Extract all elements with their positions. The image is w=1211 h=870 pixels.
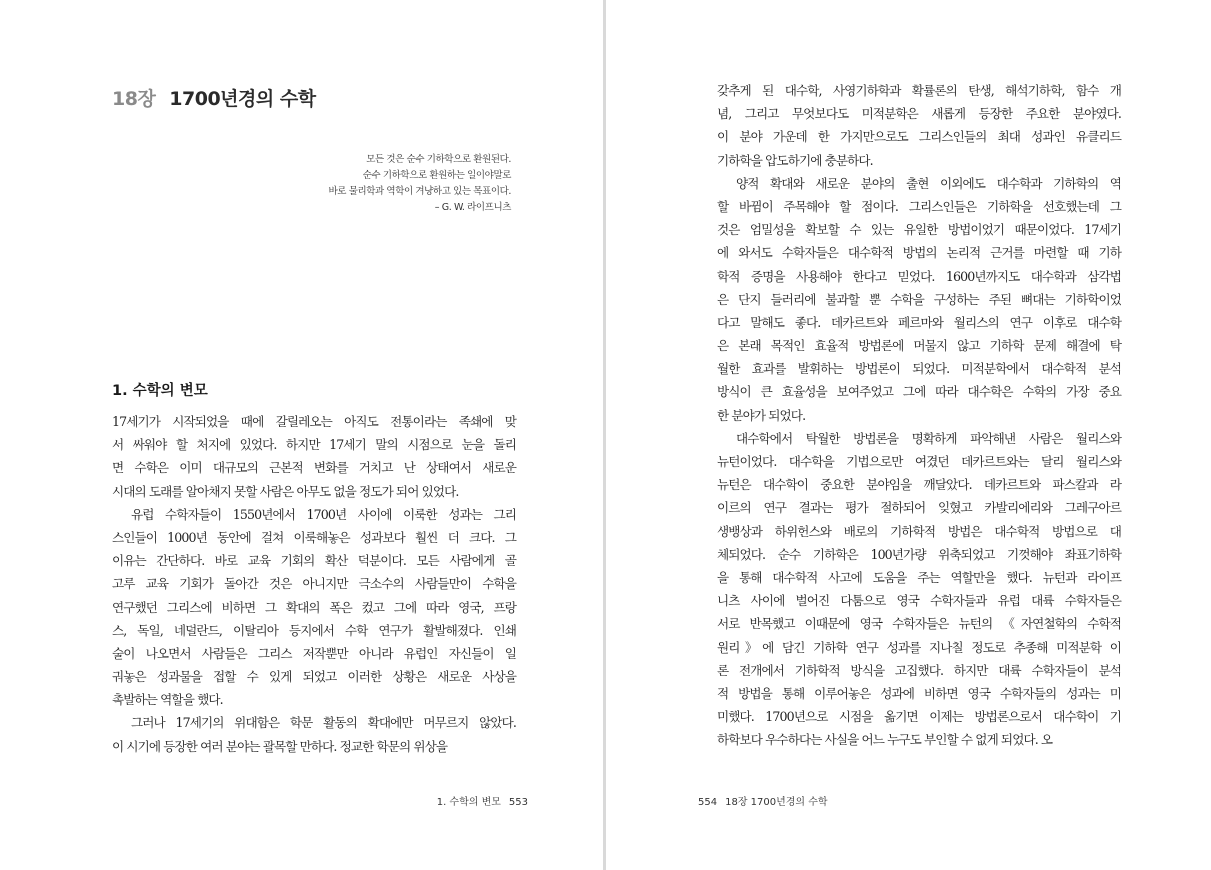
running-footer — [698, 793, 828, 808]
text-line: 이 시기에 등장한 여러 분야는 괄목할 만하다. 정교한 학문의 위상을 — [112, 738, 448, 754]
epigraph-line: 바로 물리학과 역학이 겨냥하고 있는 목표이다. — [328, 186, 511, 197]
text-line: 뉴턴은 대수학이 중요한 분야임을 깨달았다. 데카르트와 파스칼과 라 — [717, 477, 1121, 493]
text-line: 뉴턴이었다. 대수학을 기법으로만 여겼던 데카르트와는 달리 월리스와 — [717, 454, 1121, 469]
text-line: 양적 확대와 새로운 분야의 출현 이외에도 대수학과 기하학의 역 — [736, 175, 1121, 191]
text-line: 은 본래 목적인 효율적 방법론에 머물지 않고 기하학 문제 해결에 탁 — [717, 338, 1121, 354]
left-page — [0, 0, 603, 870]
text-line: 은 단지 들러리에 불과할 뿐 수학을 구성하는 주된 뼈대는 기하학이었 — [717, 291, 1121, 307]
epigraph — [329, 152, 511, 216]
text-line: 서로 반목했고 이때문에 영국 수학자들은 뉴턴의 《자연철학의 수학적 — [717, 616, 1121, 632]
footer-section: 1. 수학의 변모 — [436, 797, 501, 808]
text-line: 그러나 17세기의 위대함은 학문 활동의 확대에만 머무르지 않았다. — [131, 715, 516, 731]
text-line: 기하학을 압도하기에 충분하다. — [717, 152, 873, 168]
section-heading: 1. 수학의 변모 — [112, 383, 208, 399]
page-number: 553 — [508, 797, 528, 808]
page-number: 554 — [698, 797, 718, 808]
text-line: 대수학에서 탁월한 방법론을 명확하게 파악해낸 사람은 월리스와 — [736, 430, 1121, 446]
text-line: 이르의 연구 결과는 평가 절하되어 잊혔고 카발리에리와 그레구아르 — [717, 500, 1121, 516]
text-line: 하학보다 우수하다는 사실을 어느 누구도 부인할 수 없게 되었다. 오 — [717, 732, 1053, 748]
text-line: 에 와서도 수학자들은 대수학적 방법의 논리적 근거를 마련할 때 기하 — [717, 245, 1121, 261]
text-line: 촉발하는 역할을 했다. — [112, 692, 223, 708]
text-line: 서 싸워야 할 처지에 있었다. 하지만 17세기 말의 시점으로 눈을 돌리 — [112, 437, 516, 453]
body-text — [112, 410, 516, 758]
text-line: 연구했던 그리스에 비하면 그 확대의 폭은 컸고 그에 따라 영국, 프랑 — [112, 599, 516, 615]
text-line: 론 전개에서 기하학적 방식을 고집했다. 하지만 대륙 수학자들이 분석 — [717, 662, 1121, 678]
text-line: 방식이 큰 효율성을 보여주었고 그에 따라 대수학은 수학의 가장 중요 — [717, 384, 1121, 400]
text-line: 술이 나오면서 사람들은 그리스 저작뿐만 아니라 유럽인 자신들이 일 — [112, 645, 516, 661]
text-line: 고루 교육 기회가 돌아간 것은 아니지만 극소수의 사람들만이 수학을 — [112, 576, 516, 592]
text-line: 미했다. 1700년으로 시점을 옮기면 이제는 방법론으로서 대수학이 기 — [717, 709, 1121, 725]
text-line: 17세기가 시작되었을 때에 갈릴레오는 아직도 전통이라는 족쇄에 맞 — [112, 414, 516, 429]
chapter-title-text: 1700년경의 수학 — [169, 88, 316, 110]
right-page — [606, 0, 1211, 870]
text-line: 궈놓은 성과물을 접할 수 있게 되었고 이러한 상황은 새로운 사상을 — [112, 669, 516, 685]
text-line: 다고 말해도 좋다. 데카르트와 페르마와 월리스의 연구 이후로 대수학 — [717, 314, 1121, 330]
chapter-number: 18장 — [112, 88, 156, 110]
text-line: 스인들이 1000년 동안에 걸쳐 이룩해놓은 성과보다 훨씬 더 크다. 그 — [112, 529, 516, 545]
text-line: 체되었다. 순수 기하학은 100년가량 위축되었고 기껏해야 좌표기하학 — [717, 546, 1121, 562]
text-line: 학적 증명을 사용해야 한다고 믿었다. 1600년까지도 대수학과 삼각법 — [717, 268, 1121, 284]
text-line: 갖추게 된 대수학, 사영기하학과 확률론의 탄생, 해석기하학, 함수 개 — [717, 83, 1121, 98]
text-line: 할 바뀜이 주목해야 할 점이다. 그리스인들은 기하학을 선호했는데 그 — [717, 198, 1121, 214]
text-line: 유럽 수학자들이 1550년에서 1700년 사이에 이룩한 성과는 그리 — [131, 506, 516, 522]
text-line: 생뱅상과 하위헌스와 배로의 기하학적 방법은 대수학적 방법으로 대 — [717, 523, 1121, 539]
text-line: 월한 효과를 발휘하는 방법론이 되었다. 미적분학에서 대수학적 분석 — [717, 361, 1121, 377]
text-line: 니츠 사이에 벌어진 다툼으로 영국 수학자들과 유럽 대륙 수학자들은 — [717, 593, 1121, 609]
running-footer — [437, 793, 528, 808]
text-line: 이 분야 가운데 한 가지만으로도 그리스인들의 최대 성과인 유클리드 — [717, 129, 1121, 145]
text-line: 을 통해 대수학적 사고에 도움을 주는 역할만을 했다. 뉴턴과 라이프 — [717, 569, 1121, 585]
text-line: 스, 독일, 네덜란드, 이탈리아 등지에서 수학 연구가 활발해졌다. 인쇄 — [112, 622, 516, 638]
epigraph-line: 모든 것은 순수 기하학으로 환원된다. — [366, 154, 511, 165]
text-line: 이유는 간단하다. 바로 교육 기회의 확산 덕분이다. 모든 사람에게 골 — [112, 553, 516, 569]
body-text — [717, 79, 1121, 751]
text-line: 념, 그리고 무엇보다도 미적분학은 새롭게 등장한 주요한 분야였다. — [717, 106, 1121, 122]
epigraph-line: 순수 기하학으로 환원하는 일이야말로 — [362, 170, 511, 181]
text-line: 면 수학은 이미 대규모의 근본적 변화를 거치고 난 상태여서 새로운 — [112, 460, 516, 476]
chapter-title — [112, 84, 316, 111]
footer-chapter: 18장 1700년경의 수학 — [725, 797, 828, 808]
text-line: 한 분야가 되었다. — [717, 407, 806, 423]
text-line: 것은 엄밀성을 확보할 수 있는 유일한 방법이었기 때문이었다. 17세기 — [717, 222, 1121, 238]
text-line: 적 방법을 통해 이루어놓은 성과에 비하면 영국 수학자들의 성과는 미 — [717, 685, 1121, 701]
text-line: 원리》에 담긴 기하학 연구 성과를 지나칠 정도로 추종해 미적분학 이 — [717, 639, 1121, 655]
text-line: 시대의 도래를 알아채지 못할 사람은 아무도 없을 정도가 되어 있었다. — [112, 483, 459, 499]
epigraph-attribution: – G. W. 라이프니츠 — [434, 202, 511, 213]
